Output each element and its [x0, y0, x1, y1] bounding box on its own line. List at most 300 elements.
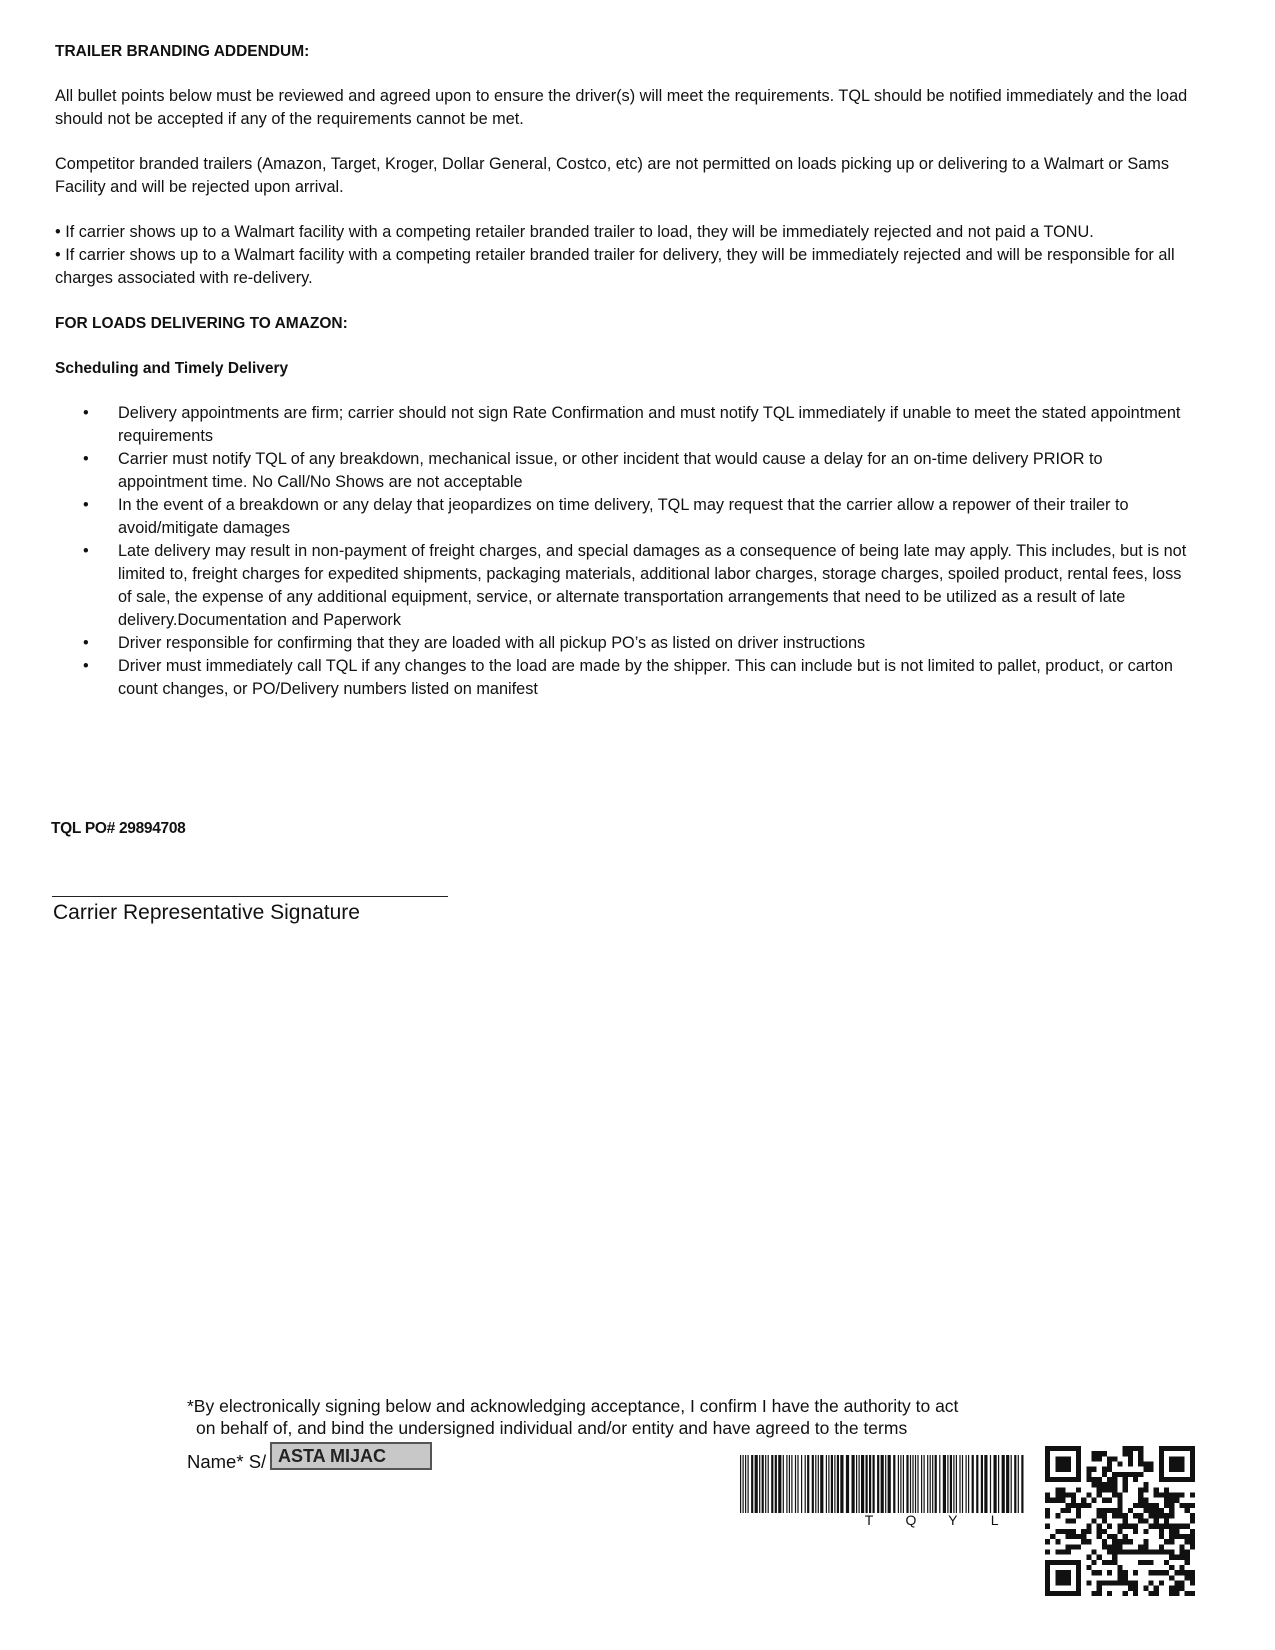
- barcode-bar: [947, 1455, 948, 1513]
- qr-module: [1071, 1503, 1076, 1508]
- qr-module: [1061, 1549, 1066, 1554]
- barcode-bar: [768, 1455, 769, 1513]
- qr-module: [1143, 1467, 1148, 1472]
- qr-module: [1190, 1493, 1195, 1498]
- qr-module: [1169, 1591, 1174, 1596]
- qr-module: [1159, 1513, 1164, 1518]
- qr-module: [1086, 1467, 1091, 1472]
- qr-module: [1123, 1580, 1128, 1585]
- barcode-bar: [885, 1455, 886, 1513]
- qr-module: [1128, 1524, 1133, 1529]
- barcode-bar: [917, 1455, 918, 1513]
- qr-module: [1061, 1498, 1066, 1503]
- barcode-bar: [906, 1455, 908, 1513]
- qr-module: [1055, 1487, 1060, 1492]
- barcode-char: T: [864, 1512, 874, 1528]
- qr-module: [1097, 1451, 1102, 1456]
- qr-module: [1092, 1477, 1097, 1482]
- qr-module: [1102, 1487, 1107, 1492]
- qr-module: [1045, 1446, 1050, 1482]
- qr-module: [1133, 1472, 1138, 1477]
- qr-module: [1159, 1493, 1164, 1498]
- qr-module: [1107, 1498, 1112, 1503]
- addendum-title: TRAILER BRANDING ADDENDUM:: [55, 43, 310, 60]
- qr-module: [1148, 1462, 1153, 1467]
- qr-module: [1164, 1549, 1169, 1554]
- qr-module: [1092, 1518, 1097, 1523]
- qr-module: [1117, 1549, 1122, 1554]
- qr-module: [1143, 1549, 1148, 1554]
- qr-module: [1066, 1508, 1071, 1513]
- qr-module: [1138, 1544, 1143, 1549]
- qr-module: [1117, 1508, 1122, 1513]
- qr-module: [1071, 1534, 1076, 1539]
- qr-module: [1133, 1446, 1138, 1451]
- barcode-bar: [775, 1455, 777, 1513]
- qr-module: [1190, 1575, 1195, 1580]
- qr-module: [1102, 1529, 1107, 1534]
- qr-module: [1107, 1477, 1112, 1482]
- qr-module: [1148, 1513, 1153, 1518]
- barcode-bar: [1021, 1455, 1023, 1513]
- qr-module: [1045, 1539, 1050, 1544]
- barcode-bar: [972, 1455, 974, 1513]
- qr-module: [1148, 1503, 1153, 1508]
- qr-module: [1092, 1482, 1097, 1487]
- qr-module: [1117, 1493, 1122, 1498]
- qr-module: [1138, 1503, 1143, 1508]
- list-item: [55, 448, 1195, 494]
- qr-module: [1086, 1565, 1091, 1570]
- barcode-bar: [762, 1455, 764, 1513]
- qr-module: [1148, 1524, 1153, 1529]
- qr-module: [1128, 1456, 1133, 1461]
- qr-module: [1174, 1580, 1179, 1585]
- qr-module: [1138, 1493, 1143, 1498]
- intro-paragraph: All bullet points below must be reviewed and agreed upon to ensure the driver(s) will meet the requirements. TQL should be notified immediately and the load should not be accepted if any of the requirements cannot be met.: [55, 87, 1188, 128]
- qr-module: [1107, 1524, 1112, 1529]
- qr-module: [1086, 1477, 1091, 1482]
- qr-module: [1164, 1493, 1169, 1498]
- qr-module: [1123, 1575, 1128, 1580]
- barcode-bar: [755, 1455, 758, 1513]
- qr-module: [1190, 1529, 1195, 1534]
- qr-module: [1045, 1549, 1050, 1554]
- barcode-bar: [1002, 1455, 1005, 1513]
- qr-module: [1148, 1591, 1153, 1596]
- qr-module: [1185, 1555, 1190, 1560]
- qr-module: [1102, 1508, 1107, 1513]
- qr-module: [1045, 1591, 1081, 1596]
- qr-module: [1097, 1487, 1102, 1492]
- qr-module: [1102, 1580, 1107, 1585]
- qr-module: [1081, 1498, 1086, 1503]
- qr-module: [1123, 1513, 1128, 1518]
- qr-module: [1055, 1549, 1060, 1554]
- qr-module: [1169, 1493, 1174, 1498]
- barcode-bar: [861, 1455, 864, 1513]
- qr-module: [1154, 1487, 1159, 1492]
- barcode-bar: [939, 1455, 940, 1513]
- qr-module: [1102, 1467, 1107, 1472]
- walmart-rule-load: • If carrier shows up to a Walmart facility with a competing retailer branded trailer to load, they will be immediately rejected and not paid a TONU.: [55, 223, 1094, 241]
- qr-module: [1076, 1560, 1081, 1596]
- qr-module: [1097, 1493, 1102, 1498]
- qr-module: [1164, 1498, 1169, 1503]
- qr-module: [1117, 1529, 1122, 1534]
- barcode-bar: [1011, 1455, 1012, 1513]
- list-item: [55, 632, 1195, 655]
- qr-module: [1117, 1503, 1122, 1508]
- qr-module: [1061, 1529, 1066, 1534]
- qr-module: [1102, 1518, 1107, 1523]
- qr-module: [1102, 1482, 1107, 1487]
- qr-module: [1112, 1477, 1117, 1482]
- qr-module: [1117, 1524, 1122, 1529]
- qr-module: [1148, 1580, 1153, 1585]
- qr-module: [1097, 1482, 1102, 1487]
- barcode-bar: [837, 1455, 839, 1513]
- bullet-glyph: •: [83, 634, 89, 652]
- qr-module: [1174, 1591, 1179, 1596]
- qr-module: [1112, 1493, 1117, 1498]
- qr-module: [1185, 1591, 1190, 1596]
- barcode-bar: [959, 1455, 960, 1513]
- qr-module: [1066, 1544, 1071, 1549]
- qr-module: [1143, 1462, 1148, 1467]
- qr-module: [1076, 1487, 1081, 1492]
- barcode-bar: [877, 1455, 879, 1513]
- qr-module: [1138, 1456, 1143, 1461]
- qr-module: [1179, 1503, 1184, 1508]
- barcode-bar: [976, 1455, 978, 1513]
- qr-module: [1159, 1477, 1195, 1482]
- qr-module: [1102, 1472, 1107, 1477]
- qr-module: [1092, 1560, 1097, 1565]
- qr-module: [1143, 1586, 1148, 1591]
- qr-module: [1061, 1493, 1066, 1498]
- qr-module: [1123, 1482, 1128, 1487]
- qr-module: [1123, 1518, 1128, 1523]
- qr-module: [1179, 1544, 1184, 1549]
- qr-module: [1143, 1498, 1148, 1503]
- qr-module: [1154, 1508, 1159, 1513]
- qr-module: [1179, 1534, 1184, 1539]
- document-body: [55, 40, 1195, 701]
- qr-module: [1112, 1539, 1117, 1544]
- qr-module: [1154, 1570, 1159, 1575]
- qr-module: [1159, 1529, 1164, 1534]
- bullet-glyph: •: [83, 657, 89, 675]
- qr-module: [1169, 1503, 1174, 1508]
- qr-module: [1055, 1513, 1060, 1518]
- qr-module: [1179, 1493, 1184, 1498]
- barcode-bar: [869, 1455, 871, 1513]
- qr-module: [1123, 1446, 1128, 1451]
- qr-module: [1112, 1472, 1117, 1477]
- barcode-bar: [828, 1455, 829, 1513]
- qr-module: [1050, 1498, 1055, 1503]
- esign-disclaimer: [187, 1395, 1047, 1439]
- qr-module: [1159, 1524, 1164, 1529]
- qr-module: [1076, 1534, 1081, 1539]
- qr-module: [1066, 1493, 1071, 1498]
- barcode-bar: [921, 1455, 922, 1513]
- barcode-bar: [834, 1455, 835, 1513]
- qr-module: [1143, 1560, 1148, 1565]
- qr-module: [1076, 1503, 1081, 1508]
- qr-module: [1159, 1508, 1164, 1513]
- list-item-text: Delivery appointments are firm; carrier should not sign Rate Confirmation and must notify TQL immediately if unable to meet the stated appointment requirements: [118, 404, 1181, 445]
- qr-module: [1045, 1513, 1050, 1518]
- list-item-text: Carrier must notify TQL of any breakdown, mechanical issue, or other incident that would cause a delay for an on-time delivery PRIOR to appointment time. No Call/No Shows are not acceptable: [118, 450, 1103, 491]
- barcode-bar: [915, 1455, 916, 1513]
- qr-module: [1169, 1586, 1174, 1591]
- qr-module: [1086, 1580, 1091, 1585]
- disclaimer-line-1: *By electronically signing below and acknowledging acceptance, I confirm I have the authority to act: [187, 1396, 959, 1416]
- barcode-bar: [888, 1455, 891, 1513]
- qr-module: [1128, 1580, 1133, 1585]
- qr-module: [1128, 1539, 1133, 1544]
- barcode-bar: [935, 1455, 937, 1513]
- qr-module: [1154, 1524, 1159, 1529]
- qr-module: [1138, 1462, 1143, 1467]
- name-field[interactable]: ASTA MIJAC: [270, 1442, 432, 1470]
- list-item: [55, 540, 1195, 632]
- qr-module: [1123, 1451, 1128, 1456]
- qr-module: [1117, 1544, 1122, 1549]
- qr-module: [1081, 1539, 1086, 1544]
- qr-module: [1112, 1555, 1117, 1560]
- qr-module: [1169, 1555, 1174, 1560]
- barcode-bar: [998, 1455, 999, 1513]
- qr-module: [1092, 1467, 1097, 1472]
- qr-module: [1117, 1498, 1122, 1503]
- qr-module: [1112, 1508, 1117, 1513]
- qr-module: [1138, 1498, 1143, 1503]
- qr-module: [1117, 1580, 1122, 1585]
- barcode-bar: [924, 1455, 925, 1513]
- qr-module: [1143, 1544, 1148, 1549]
- barcode-bar: [820, 1455, 823, 1513]
- qr-module: [1154, 1513, 1159, 1518]
- barcode-bar: [1014, 1455, 1016, 1513]
- qr-module: [1123, 1487, 1128, 1492]
- barcode-bar: [912, 1455, 913, 1513]
- list-item: [55, 402, 1195, 448]
- qr-module: [1045, 1498, 1050, 1503]
- qr-module: [1086, 1539, 1091, 1544]
- barcode-bar: [818, 1455, 819, 1513]
- qr-module: [1179, 1580, 1184, 1585]
- qr-module: [1128, 1472, 1133, 1477]
- qr-module: [1143, 1503, 1148, 1508]
- barcode-bar: [981, 1455, 983, 1513]
- barcode-bar: [797, 1455, 798, 1513]
- qr-module: [1086, 1493, 1091, 1498]
- qr-module: [1061, 1487, 1066, 1492]
- qr-module: [1107, 1591, 1112, 1596]
- qr-module: [1102, 1539, 1107, 1544]
- barcode-bar: [852, 1455, 855, 1513]
- qr-module: [1148, 1549, 1153, 1554]
- qr-module: [1179, 1549, 1184, 1554]
- qr-module: [1169, 1456, 1185, 1472]
- qr-module: [1185, 1539, 1190, 1544]
- qr-module: [1169, 1565, 1174, 1570]
- qr-module: [1055, 1529, 1060, 1534]
- qr-module: [1133, 1477, 1138, 1482]
- barcode-bar: [873, 1455, 875, 1513]
- barcode-bar: [956, 1455, 957, 1513]
- qr-module: [1112, 1580, 1117, 1585]
- qr-module: [1179, 1555, 1184, 1560]
- qr-module: [1133, 1549, 1138, 1554]
- qr-module: [1138, 1518, 1143, 1523]
- qr-module: [1097, 1529, 1102, 1534]
- barcode-bar: [966, 1455, 967, 1513]
- barcode-bar: [748, 1455, 749, 1513]
- signature-label: Carrier Representative Signature: [53, 901, 360, 924]
- qr-module: [1154, 1503, 1159, 1508]
- barcode-bar: [910, 1455, 911, 1513]
- qr-module: [1159, 1549, 1164, 1554]
- qr-module: [1164, 1518, 1169, 1523]
- qr-module: [1123, 1591, 1128, 1596]
- qr-module: [1123, 1534, 1128, 1539]
- bullet-glyph: •: [83, 542, 89, 560]
- qr-module: [1107, 1467, 1112, 1472]
- qr-module: [1112, 1487, 1117, 1492]
- barcode-bar: [943, 1455, 946, 1513]
- qr-module: [1117, 1575, 1122, 1580]
- qr-module: [1143, 1539, 1148, 1544]
- barcode-bar: [812, 1455, 814, 1513]
- qr-module: [1179, 1570, 1184, 1575]
- qr-module: [1071, 1544, 1076, 1549]
- qr-module: [1045, 1560, 1050, 1596]
- qr-module: [1097, 1524, 1102, 1529]
- qr-module: [1185, 1549, 1190, 1554]
- barcode-char: Y: [948, 1512, 958, 1528]
- qr-module: [1112, 1544, 1117, 1549]
- list-item-text: In the event of a breakdown or any delay that jeopardizes on time delivery, TQL may request that the carrier allow a repower of their trailer to avoid/mitigate damages: [118, 496, 1129, 537]
- qr-module: [1154, 1549, 1159, 1554]
- qr-module: [1055, 1456, 1071, 1472]
- qr-module: [1148, 1467, 1153, 1472]
- qr-module: [1117, 1472, 1122, 1477]
- qr-module: [1164, 1560, 1169, 1565]
- list-item: [55, 655, 1195, 701]
- barcode-bar: [743, 1455, 744, 1513]
- qr-module: [1066, 1549, 1071, 1554]
- scheduling-list: [55, 402, 1195, 701]
- qr-module: [1086, 1524, 1091, 1529]
- qr-module: [1133, 1591, 1138, 1596]
- disclaimer-line-2: on behalf of, and bind the undersigned individual and/or entity and have agreed to the terms: [196, 1418, 908, 1438]
- qr-module: [1071, 1529, 1076, 1534]
- barcode-bar: [786, 1455, 787, 1513]
- qr-module: [1174, 1555, 1179, 1560]
- barcode-bar: [778, 1455, 781, 1513]
- qr-module: [1143, 1487, 1148, 1492]
- barcode-bar: [950, 1455, 952, 1513]
- qr-module: [1190, 1591, 1195, 1596]
- qr-module: [1190, 1503, 1195, 1508]
- qr-module: [1138, 1446, 1143, 1451]
- qr-module: [1154, 1591, 1159, 1596]
- qr-module: [1097, 1477, 1102, 1482]
- bullet-glyph: •: [83, 404, 89, 422]
- qr-module: [1148, 1560, 1153, 1565]
- qr-module: [1086, 1555, 1091, 1560]
- signature-line[interactable]: [52, 896, 448, 897]
- qr-module: [1148, 1508, 1153, 1513]
- qr-module: [1133, 1570, 1138, 1575]
- bullet-glyph: •: [83, 496, 89, 514]
- qr-module: [1123, 1524, 1128, 1529]
- barcode-bar: [881, 1455, 884, 1513]
- name-label: Name* S/: [187, 1451, 267, 1472]
- qr-module: [1097, 1456, 1102, 1461]
- qr-module: [1107, 1508, 1112, 1513]
- qr-module: [1128, 1586, 1133, 1591]
- qr-module: [1107, 1544, 1112, 1549]
- qr-module: [1164, 1503, 1169, 1508]
- qr-module: [1190, 1580, 1195, 1585]
- qr-module: [1138, 1560, 1143, 1565]
- barcode-bar: [953, 1455, 954, 1513]
- qr-module: [1148, 1570, 1153, 1575]
- qr-module: [1159, 1580, 1164, 1585]
- qr-module: [1174, 1498, 1179, 1503]
- barcode-bar: [994, 1455, 997, 1513]
- qr-module: [1066, 1529, 1071, 1534]
- qr-module: [1050, 1534, 1055, 1539]
- qr-module: [1143, 1529, 1148, 1534]
- qr-module: [1107, 1534, 1112, 1539]
- qr-module: [1143, 1518, 1148, 1523]
- competitor-paragraph: Competitor branded trailers (Amazon, Target, Kroger, Dollar General, Costco, etc) are not permitted on loads picking up or delivering to a Walmart or Sams Facility and will be rejected upon arrival.: [55, 155, 1169, 196]
- qr-module: [1190, 1513, 1195, 1518]
- qr-module: [1045, 1508, 1050, 1513]
- list-item-text: Driver responsible for confirming that they are loaded with all pickup PO’s as listed on driver instructions: [118, 634, 866, 652]
- qr-module: [1169, 1529, 1174, 1534]
- qr-module: [1174, 1570, 1179, 1575]
- qr-module: [1185, 1534, 1190, 1539]
- qr-module: [1174, 1529, 1179, 1534]
- barcode-bar: [740, 1455, 741, 1513]
- qr-module: [1164, 1513, 1169, 1518]
- qr-module: [1112, 1513, 1117, 1518]
- qr-module: [1154, 1586, 1159, 1591]
- qr-module: [1112, 1456, 1117, 1461]
- qr-module: [1117, 1565, 1122, 1570]
- barcode-bar: [932, 1455, 933, 1513]
- qr-module: [1061, 1508, 1066, 1513]
- barcode-bar: [900, 1455, 901, 1513]
- qr-module: [1159, 1446, 1164, 1482]
- qr-module: [1055, 1498, 1060, 1503]
- qr-module: [1169, 1575, 1174, 1580]
- qr-module: [1081, 1534, 1086, 1539]
- barcode-char: L: [990, 1512, 999, 1528]
- barcode-bar: [783, 1455, 784, 1513]
- qr-module: [1133, 1529, 1138, 1534]
- qr-module: [1055, 1493, 1060, 1498]
- qr-module: [1107, 1549, 1112, 1554]
- qr-code: [1045, 1446, 1195, 1596]
